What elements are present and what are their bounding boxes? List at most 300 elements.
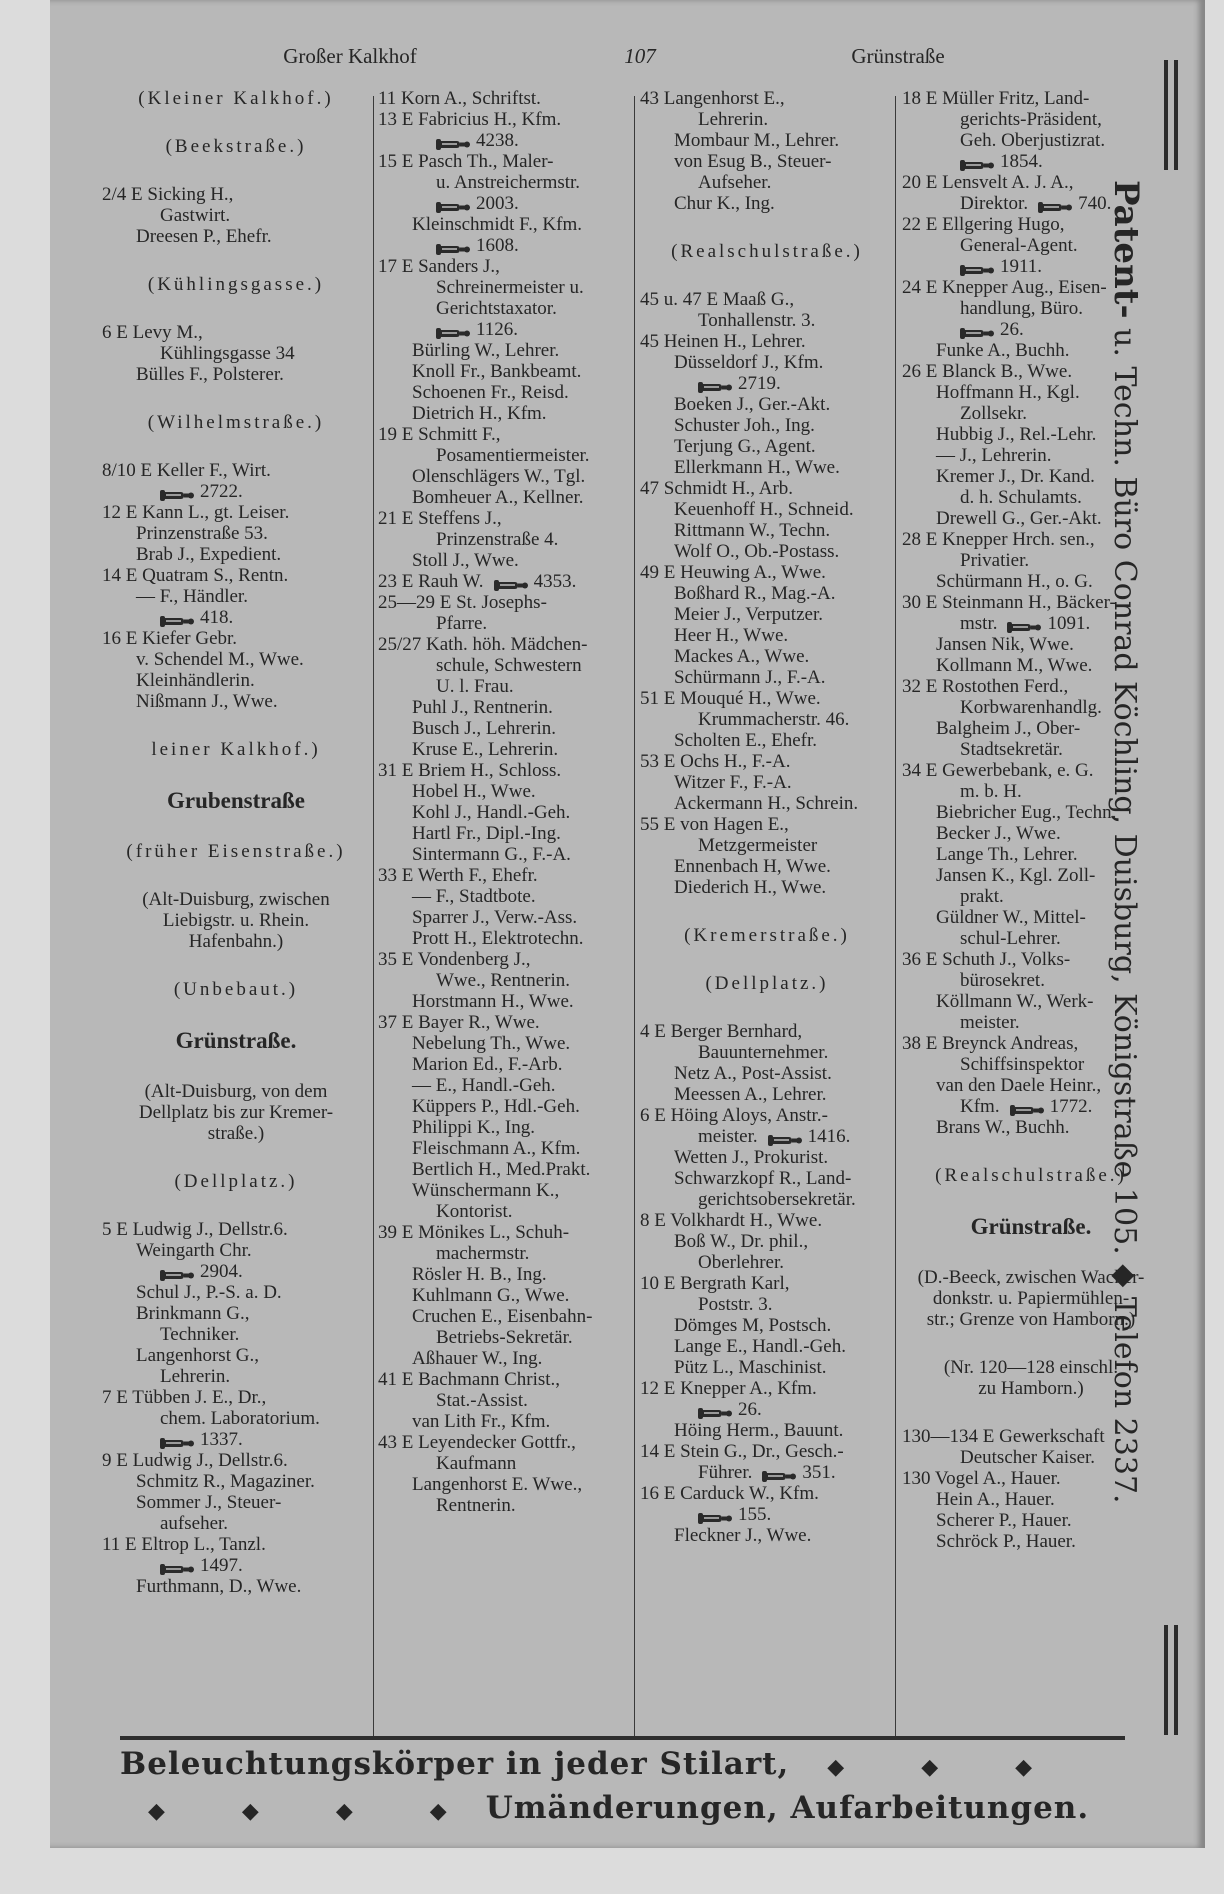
- entry: [640, 1420, 894, 1441]
- column-divider: [373, 96, 374, 1736]
- entry-text: Mackes A., Wwe.: [674, 646, 810, 667]
- entry-text: 17 E Sanders J.,: [378, 256, 500, 277]
- entry-text: chem. Laboratorium.: [160, 1408, 320, 1429]
- entry-text: 9 E Ludwig J., Dellstr.6.: [102, 1450, 288, 1471]
- column-divider: [895, 96, 896, 1736]
- entry-text: 7 E Tübben J. E., Dr.,: [102, 1387, 267, 1408]
- entry-text: (D.-Beeck, zwischen Wacker-: [917, 1267, 1145, 1288]
- entry-text: 130—134 E Gewerkschaft: [902, 1426, 1105, 1447]
- entry-continuation: [378, 1390, 632, 1411]
- column-3: [640, 88, 894, 1546]
- diamond-ornament: ◆: [148, 1798, 166, 1824]
- side-ad-lead: Patent-: [1106, 180, 1146, 319]
- entry: [378, 718, 632, 739]
- entry-continuation: [102, 1366, 370, 1387]
- entry-text: Boßhard R., Mag.-A.: [674, 583, 836, 604]
- entry: [640, 151, 894, 172]
- entry: [640, 1483, 894, 1504]
- entry-text: Scherer P., Hauer.: [936, 1510, 1072, 1531]
- entry: [378, 1180, 632, 1201]
- entry-text: 8/10 E Keller F., Wirt.: [102, 460, 271, 481]
- entry-text: — J., Lehrerin.: [936, 445, 1052, 466]
- entry: [378, 739, 632, 760]
- entry-text: Lange Th., Lehrer.: [936, 844, 1078, 865]
- entry-text: Bomheuer A., Kellner.: [412, 487, 584, 508]
- street-title: [102, 1030, 370, 1051]
- entry: [640, 436, 894, 457]
- entry: [378, 1411, 632, 1432]
- telephone-icon: [768, 1131, 802, 1144]
- entry-text: Geh. Oberjustizrat.: [960, 130, 1106, 151]
- double-rule-top: [1164, 60, 1168, 170]
- entry-text: Nißmann J., Wwe.: [136, 691, 278, 712]
- entry: [102, 1534, 370, 1555]
- entry-continuation: [640, 109, 894, 130]
- entry: [640, 415, 894, 436]
- entry-text: Hafenbahn.): [188, 931, 284, 952]
- street-heading: [640, 973, 894, 994]
- entry-text: Wetten J., Prokurist.: [674, 1147, 829, 1168]
- entry: [378, 802, 632, 823]
- entry-text: 20 E Lensvelt A. J. A.,: [902, 172, 1074, 193]
- telephone-icon: [762, 1467, 796, 1480]
- entry-text: Langenhorst G.,: [136, 1345, 259, 1366]
- entry-text: meister.: [960, 1012, 1020, 1033]
- entry: [640, 877, 894, 898]
- entry: [378, 823, 632, 844]
- entry: [102, 1576, 370, 1597]
- phone-number: 155.: [738, 1504, 772, 1525]
- entry-text: Köllmann W., Werk-: [936, 991, 1094, 1012]
- entry-continuation: [378, 529, 632, 550]
- entry: [378, 592, 632, 613]
- entry-continuation: [640, 1462, 894, 1483]
- phone-number: 26.: [738, 1399, 762, 1420]
- entry-text: (Alt-Duisburg, zwischen: [142, 889, 330, 910]
- entry: [378, 382, 632, 403]
- entry-text: Terjung G., Agent.: [674, 436, 816, 457]
- entry: [378, 928, 632, 949]
- double-rule-top: [1174, 60, 1178, 170]
- entry-text: 16 E Kiefer Gebr.: [102, 628, 238, 649]
- telephone-icon: [698, 1509, 732, 1522]
- phone-number: 740.: [1078, 193, 1112, 214]
- entry: [640, 1084, 894, 1105]
- phone-line: [102, 607, 370, 628]
- column-divider: [634, 96, 635, 1736]
- entry-text: Wolf O., Ob.-Postass.: [674, 541, 840, 562]
- entry-text: — E., Handl.-Geh.: [412, 1075, 556, 1096]
- entry: [640, 520, 894, 541]
- phone-line: [102, 481, 370, 502]
- entry-text: Deutscher Kaiser.: [960, 1447, 1096, 1468]
- entry-text: 22 E Ellgering Hugo,: [902, 214, 1065, 235]
- entry: [640, 793, 894, 814]
- phone-number: 1911.: [1000, 256, 1043, 277]
- phone-number: 26.: [1000, 319, 1024, 340]
- entry-text: Sintermann G., F.-A.: [412, 844, 571, 865]
- entry: [640, 1357, 894, 1378]
- street-heading: [102, 739, 370, 760]
- entry: [640, 562, 894, 583]
- entry: [378, 214, 632, 235]
- entry: [102, 1282, 370, 1303]
- entry-continuation: [102, 1513, 370, 1534]
- entry: [640, 130, 894, 151]
- entry-text: Fleischmann A., Kfm.: [412, 1138, 581, 1159]
- entry: [378, 1222, 632, 1243]
- entry-continuation: [378, 613, 632, 634]
- street-heading: [102, 274, 370, 295]
- entry-text: Kühlingsgasse 34: [160, 343, 295, 364]
- entry: [378, 634, 632, 655]
- street-heading: [102, 88, 370, 109]
- entry-text: Aßhauer W., Ing.: [412, 1348, 543, 1369]
- entry: [640, 1210, 894, 1231]
- phone-line: [378, 319, 632, 340]
- entry: [640, 541, 894, 562]
- entry-text: d. h. Schulamts.: [960, 487, 1082, 508]
- entry-text: 12 E Kann L., gt. Leiser.: [102, 502, 290, 523]
- entry-text: Weingarth Chr.: [136, 1240, 252, 1261]
- entry: [102, 460, 370, 481]
- entry-text: Bürling W., Lehrer.: [412, 340, 560, 361]
- entry: [640, 331, 894, 352]
- entry: [640, 814, 894, 835]
- phone-number: 4238.: [476, 130, 519, 151]
- entry-text: schule, Schwestern: [436, 655, 582, 676]
- entry-text: Langenhorst E. Wwe.,: [412, 1474, 583, 1495]
- entry-text: Boeken J., Ger.-Akt.: [674, 394, 831, 415]
- diamond-ornament: ◆: [921, 1754, 940, 1780]
- entry-continuation: [902, 109, 1160, 130]
- entry-text: Schmitz R., Magaziner.: [136, 1471, 315, 1492]
- entry-text: Dellplatz bis zur Kremer-: [138, 1102, 334, 1123]
- entry-text: Chur K., Ing.: [674, 193, 775, 214]
- phone-number: 2904.: [200, 1261, 243, 1282]
- entry-text: Bülles F., Polsterer.: [136, 364, 284, 385]
- street-note: [102, 1123, 370, 1144]
- entry: [102, 1387, 370, 1408]
- entry-continuation: [102, 1324, 370, 1345]
- entry-text: 15 E Pasch Th., Maler-: [378, 151, 554, 172]
- entry: [378, 865, 632, 886]
- entry: [102, 322, 370, 343]
- entry-text: (Dellplatz.): [174, 1171, 298, 1192]
- entry: [378, 361, 632, 382]
- double-rule-bottom: [1174, 1625, 1178, 1735]
- entry: [102, 1471, 370, 1492]
- entry-text: Pütz L., Maschinist.: [674, 1357, 827, 1378]
- entry-text: Schul J., P.-S. a. D.: [136, 1282, 282, 1303]
- telephone-icon: [160, 1266, 194, 1279]
- entry-continuation: [640, 709, 894, 730]
- entry-text: Marion Ed., F.-Arb.: [412, 1054, 563, 1075]
- diamond-ornament: ◆: [1015, 1754, 1034, 1780]
- entry-text: Sommer J., Steuer-: [136, 1492, 282, 1513]
- entry: [378, 403, 632, 424]
- entry-continuation: [102, 1408, 370, 1429]
- entry-text: Brinkmann G.,: [136, 1303, 250, 1324]
- entry-text: Schröck P., Hauer.: [936, 1531, 1076, 1552]
- entry-text: Schuster Joh., Ing.: [674, 415, 815, 436]
- entry: [378, 1075, 632, 1096]
- entry-text: Hein A., Hauer.: [936, 1489, 1055, 1510]
- entry: [378, 781, 632, 802]
- entry: [102, 586, 370, 607]
- entry-text: Stoll J., Wwe.: [412, 550, 519, 571]
- entry: [102, 184, 370, 205]
- telephone-icon: [160, 612, 194, 625]
- footer-ad-line-1: [120, 1746, 1071, 1782]
- entry-text: Brab J., Expedient.: [136, 544, 282, 565]
- telephone-icon: [160, 1434, 194, 1447]
- entry-text: Techniker.: [160, 1324, 240, 1345]
- entry: [640, 457, 894, 478]
- entry-text: handlung, Büro.: [960, 298, 1083, 319]
- entry-text: meister.: [698, 1126, 758, 1147]
- entry-text: Heer H., Wwe.: [674, 625, 789, 646]
- entry: [378, 1369, 632, 1390]
- entry-text: 18 E Müller Fritz, Land-: [902, 88, 1090, 109]
- entry-text: Düsseldorf J., Kfm.: [674, 352, 824, 373]
- entry-text: Direktor.: [960, 193, 1029, 214]
- entry: [640, 352, 894, 373]
- entry-text: bürosekret.: [960, 970, 1045, 991]
- entry-text: Gerichtstaxator.: [436, 298, 557, 319]
- entry-text: (Kühlingsgasse.): [147, 274, 325, 295]
- entry-text: Poststr. 3.: [698, 1294, 773, 1315]
- telephone-icon: [436, 198, 470, 211]
- phone-number: 1497.: [200, 1555, 243, 1576]
- entry-text: 43 E Leyendecker Gottfr.,: [378, 1432, 576, 1453]
- street-note: [102, 1081, 370, 1102]
- entry: [640, 1147, 894, 1168]
- entry-text: Hoffmann H., Kgl.: [936, 382, 1080, 403]
- street-note: [102, 910, 370, 931]
- entry: [102, 1345, 370, 1366]
- entry-text: Kollmann M., Wwe.: [936, 655, 1093, 676]
- entry-text: van den Daele Heinr.,: [936, 1075, 1102, 1096]
- entry-text: 41 E Bachmann Christ.,: [378, 1369, 561, 1390]
- telephone-icon: [1010, 1101, 1044, 1114]
- entry-text: Kruse E., Lehrerin.: [412, 739, 559, 760]
- entry-text: Balgheim J., Ober-: [936, 718, 1081, 739]
- entry: [640, 1525, 894, 1546]
- entry: [640, 856, 894, 877]
- entry-text: Jansen Nik, Wwe.: [936, 634, 1074, 655]
- footer-rule: [120, 1736, 1125, 1740]
- entry-text: 130 Vogel A., Hauer.: [902, 1468, 1061, 1489]
- entry: [102, 544, 370, 565]
- telephone-icon: [1038, 198, 1072, 211]
- entry-text: Krummacherstr. 46.: [698, 709, 850, 730]
- entry-text: 16 E Carduck W., Kfm.: [640, 1483, 819, 1504]
- entry: [378, 508, 632, 529]
- entry-text: 45 Heinen H., Lehrer.: [640, 331, 806, 352]
- entry: [640, 583, 894, 604]
- entry-text: 32 E Rostothen Ferd.,: [902, 676, 1069, 697]
- phone-line: [902, 151, 1160, 172]
- entry-text: 45 u. 47 E Maaß G.,: [640, 289, 795, 310]
- street-note: [102, 931, 370, 952]
- entry-text: Grünstraße.: [175, 1028, 297, 1053]
- entry: [378, 1033, 632, 1054]
- entry-continuation: [640, 835, 894, 856]
- entry-text: Meessen A., Lehrer.: [674, 1084, 827, 1105]
- entry-continuation: [640, 310, 894, 331]
- entry: [102, 691, 370, 712]
- diamond-ornament: ◆: [335, 1798, 354, 1824]
- entry-text: U. l. Frau.: [436, 676, 514, 697]
- entry-text: Rittmann W., Techn.: [674, 520, 831, 541]
- entry-text: Kremer J., Dr. Kand.: [936, 466, 1095, 487]
- entry-text: Nebelung Th., Wwe.: [412, 1033, 571, 1054]
- entry-continuation: [378, 1495, 632, 1516]
- entry-text: donkstr. u. Papiermühlen-: [932, 1288, 1130, 1309]
- telephone-icon: [436, 135, 470, 148]
- phone-line: [102, 1555, 370, 1576]
- entry: [640, 499, 894, 520]
- entry-text: u. Anstreichermstr.: [436, 172, 581, 193]
- entry: [378, 487, 632, 508]
- entry: [102, 1219, 370, 1240]
- entry-text: 5 E Ludwig J., Dellstr.6.: [102, 1219, 288, 1240]
- street-heading: [102, 136, 370, 157]
- phone-number: 418.: [200, 607, 234, 628]
- entry-text: 6 E Höing Aloys, Anstr.-: [640, 1105, 828, 1126]
- entry: [640, 88, 894, 109]
- entry: [102, 502, 370, 523]
- entry-text: v. Schendel M., Wwe.: [136, 649, 304, 670]
- entry-text: Diederich H., Wwe.: [674, 877, 827, 898]
- entry: [378, 88, 632, 109]
- entry-text: Prinzenstraße 53.: [136, 523, 268, 544]
- entry-continuation: [102, 205, 370, 226]
- entry-text: General-Agent.: [960, 235, 1078, 256]
- entry-text: Busch J., Lehrerin.: [412, 718, 557, 739]
- entry-text: Fleckner J., Wwe.: [674, 1525, 812, 1546]
- entry-text: Dömges M, Postsch.: [674, 1315, 832, 1336]
- entry: [378, 1117, 632, 1138]
- entry-text: Ennenbach H, Wwe.: [674, 856, 831, 877]
- entry-text: Meier J., Verputzer.: [674, 604, 823, 625]
- entry-text: gerichts-Präsident,: [960, 109, 1102, 130]
- entry-text: 10 E Bergrath Karl,: [640, 1273, 790, 1294]
- entry: [102, 226, 370, 247]
- entry: [640, 625, 894, 646]
- phone-number: 2003.: [476, 193, 519, 214]
- page-number: 107: [624, 44, 656, 68]
- entry-text: Knoll Fr., Bankbeamt.: [412, 361, 582, 382]
- entry-text: prakt.: [960, 886, 1004, 907]
- entry-text: 4 E Berger Bernhard,: [640, 1021, 803, 1042]
- phone-line: [378, 235, 632, 256]
- entry-text: Oberlehrer.: [698, 1252, 784, 1273]
- entry-text: Philippi K., Ing.: [412, 1117, 535, 1138]
- entry-text: schul-Lehrer.: [960, 928, 1061, 949]
- entry-text: Schürmann H., o. G.: [936, 571, 1093, 592]
- entry: [640, 1378, 894, 1399]
- entry-text: Netz A., Post-Assist.: [674, 1063, 832, 1084]
- entry-text: 14 E Stein G., Dr., Gesch.-: [640, 1441, 844, 1462]
- street-heading: [640, 241, 894, 262]
- entry-continuation: [378, 970, 632, 991]
- entry-text: Küppers P., Hdl.-Geh.: [412, 1096, 580, 1117]
- entry-text: Hubbig J., Rel.-Lehr.: [936, 424, 1097, 445]
- entry-text: 23 E Rauh W.: [378, 571, 484, 592]
- side-advertisement: [1098, 180, 1154, 1740]
- entry: [102, 1240, 370, 1261]
- entry-text: Rösler H. B., Ing.: [412, 1264, 547, 1285]
- entry: [640, 730, 894, 751]
- entry-text: Höing Herm., Bauunt.: [674, 1420, 844, 1441]
- entry-text: Kohl J., Handl.-Geh.: [412, 802, 571, 823]
- entry: [640, 1021, 894, 1042]
- entry: [902, 88, 1160, 109]
- entry: [102, 1303, 370, 1324]
- entry-text: Ackermann H., Schrein.: [674, 793, 859, 814]
- entry-text: Rentnerin.: [436, 1495, 516, 1516]
- entry-text: (Nr. 120—128 einschl.: [943, 1357, 1119, 1378]
- entry-text: Bertlich H., Med.Prakt.: [412, 1159, 591, 1180]
- entry-text: 33 E Werth F., Ehefr.: [378, 865, 538, 886]
- entry-text: (Unbebaut.): [173, 979, 299, 1000]
- phone-number: 1337.: [200, 1429, 243, 1450]
- entry-text: Funke A., Buchh.: [936, 340, 1070, 361]
- entry-text: 43 Langenhorst E.,: [640, 88, 785, 109]
- running-head-right: Grünstraße: [851, 44, 945, 68]
- phone-line: [640, 1504, 894, 1525]
- entry-text: Schiffsinspektor: [960, 1054, 1085, 1075]
- entry-text: Furthmann, D., Wwe.: [136, 1576, 302, 1597]
- diamond-ornament: ◆: [827, 1754, 846, 1780]
- entry: [640, 1336, 894, 1357]
- entry-text: 26 E Blanck B., Wwe.: [902, 361, 1073, 382]
- entry: [378, 760, 632, 781]
- phone-number: 1126.: [476, 319, 519, 340]
- footer-ad-text-2: Umänderungen, Aufarbeitungen.: [485, 1790, 1090, 1826]
- entry: [102, 670, 370, 691]
- entry-text: Cruchen E., Eisenbahn-: [412, 1306, 593, 1327]
- entry-text: gerichtsobersekretär.: [698, 1189, 856, 1210]
- entry: [378, 1432, 632, 1453]
- column-1: [102, 88, 370, 1597]
- entry-text: Drewell G., Ger.-Akt.: [936, 508, 1102, 529]
- entry: [640, 751, 894, 772]
- entry-text: Führer.: [698, 1462, 753, 1483]
- entry-text: 8 E Volkhardt H., Wwe.: [640, 1210, 823, 1231]
- entry-text: Sparrer J., Verw.-Ass.: [412, 907, 578, 928]
- street-heading: [102, 841, 370, 862]
- entry: [640, 772, 894, 793]
- entry-text: Schoenen Fr., Reisd.: [412, 382, 569, 403]
- phone-number: 2719.: [738, 373, 781, 394]
- entry-text: Wünschermann K.,: [412, 1180, 560, 1201]
- entry: [640, 193, 894, 214]
- entry: [378, 697, 632, 718]
- phone-number: 1416.: [807, 1126, 851, 1147]
- entry-text: Dietrich H., Kfm.: [412, 403, 547, 424]
- entry-text: Lehrerin.: [698, 109, 769, 130]
- entry-text: 51 E Mouqué H., Wwe.: [640, 688, 821, 709]
- entry-text: str.; Grenze von Hamborn.): [926, 1309, 1136, 1330]
- entry-continuation: [640, 1042, 894, 1063]
- entry-text: machermstr.: [436, 1243, 530, 1264]
- entry: [378, 571, 632, 592]
- entry: [378, 466, 632, 487]
- entry-text: Schürmann J., F.-A.: [674, 667, 826, 688]
